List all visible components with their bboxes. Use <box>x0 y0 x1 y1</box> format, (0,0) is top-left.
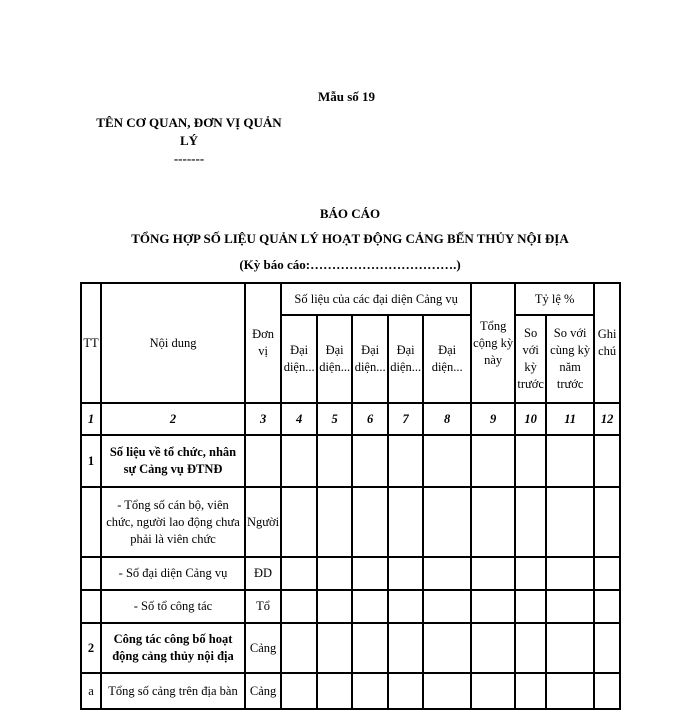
agency-name-line1: TÊN CƠ QUAN, ĐƠN VỊ QUẢN <box>96 115 282 130</box>
column-number: 2 <box>101 403 245 435</box>
header-unit: Đơn vị <box>245 283 281 403</box>
row-unit <box>245 435 281 487</box>
table-row <box>81 590 620 623</box>
row-content: Công tác công bố hoạt động cảng thủy nội địa <box>101 623 245 673</box>
column-number-row <box>81 403 620 435</box>
agency-name-line2: LÝ <box>179 133 199 148</box>
header-vs-same: So với cùng kỳ năm trước <box>546 315 594 403</box>
column-number: 8 <box>423 403 471 435</box>
row-content: - Số đại diện Cảng vụ <box>101 557 245 590</box>
row-content: - Tổng số cán bộ, viên chức, người lao động chưa phải là viên chức <box>101 487 245 557</box>
column-number: 3 <box>245 403 281 435</box>
row-content: - Số tổ công tác <box>101 590 245 623</box>
table-row <box>81 557 620 590</box>
row-unit: Cảng <box>245 673 281 709</box>
row-tt: 2 <box>81 623 101 673</box>
agency-name-block <box>80 114 298 168</box>
row-unit: Cảng <box>245 623 281 673</box>
row-tt <box>81 487 101 557</box>
row-unit: ĐD <box>245 557 281 590</box>
row-tt: 1 <box>81 435 101 487</box>
row-unit: Tổ <box>245 590 281 623</box>
column-number: 12 <box>594 403 620 435</box>
header-row-1 <box>81 283 620 315</box>
table-row <box>81 435 620 487</box>
table-row <box>81 623 620 673</box>
form-number: Mẫu số 19 <box>318 89 376 104</box>
header-rep-4: Đại diện... <box>388 315 423 403</box>
column-number: 1 <box>81 403 101 435</box>
column-number: 4 <box>281 403 317 435</box>
header-rep-1: Đại diện... <box>281 315 317 403</box>
table-row <box>81 673 620 709</box>
agency-separator: ------- <box>173 151 205 166</box>
row-tt <box>81 557 101 590</box>
header-total: Tổng cộng kỳ này <box>471 283 515 403</box>
header-content: Nội dung <box>101 283 245 403</box>
row-tt: a <box>81 673 101 709</box>
column-number: 5 <box>317 403 352 435</box>
table-row <box>81 487 620 557</box>
column-number: 6 <box>352 403 388 435</box>
row-content: Số liệu về tổ chức, nhân sự Cảng vụ ĐTNĐ <box>101 435 245 487</box>
header-vs-prev: So với kỳ trước <box>515 315 546 403</box>
row-tt <box>81 590 101 623</box>
column-number: 9 <box>471 403 515 435</box>
header-rep-2: Đại diện... <box>317 315 352 403</box>
column-number: 7 <box>388 403 423 435</box>
header-rep-3: Đại diện... <box>352 315 388 403</box>
report-period: (Kỳ báo cáo:…………………………….) <box>239 257 461 272</box>
report-table <box>80 282 621 710</box>
report-subtitle: TỔNG HỢP SỐ LIỆU QUẢN LÝ HOẠT ĐỘNG CẢNG BẾN THỦY NỘI ĐỊA <box>131 231 569 246</box>
row-content: Tổng số cảng trên địa bàn <box>101 673 245 709</box>
row-unit: Người <box>245 487 281 557</box>
header-rep-5: Đại diện... <box>423 315 471 403</box>
column-number: 10 <box>515 403 546 435</box>
header-tt: TT <box>81 283 101 403</box>
report-title: BÁO CÁO <box>319 206 381 221</box>
header-note: Ghi chú <box>594 283 620 403</box>
header-port-group: Số liệu của các đại diện Cảng vụ <box>281 283 471 315</box>
column-number: 11 <box>546 403 594 435</box>
header-ratio-group: Tỷ lệ % <box>515 283 594 315</box>
